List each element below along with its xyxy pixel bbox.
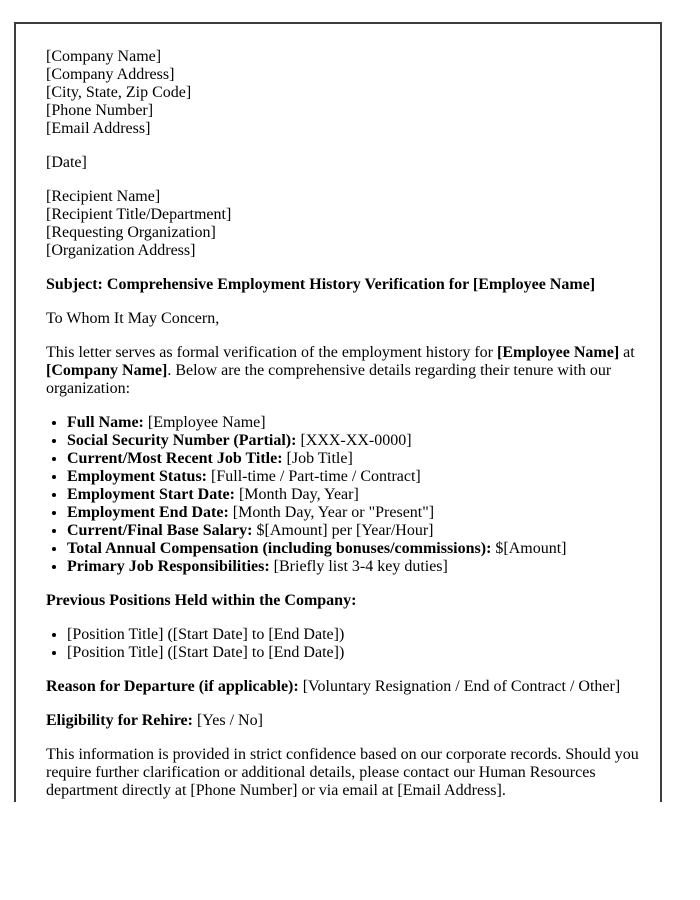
intro-employee-name: [Employee Name]: [496, 344, 620, 361]
sender-city-state-zip: [City, State, Zip Code]: [46, 84, 192, 101]
departure-value: [Voluntary Resignation / End of Contract / Other]: [302, 678, 621, 695]
letter-document: [14, 22, 662, 802]
rehire-label: Eligibility for Rehire:: [46, 712, 193, 729]
detail-label: Total Annual Compensation (including bonuses/commissions):: [67, 540, 492, 557]
detail-item-base-salary: [67, 522, 642, 540]
recipient-block: [46, 188, 642, 260]
detail-item-total-compensation: [67, 540, 642, 558]
detail-value: [Month Day, Year or "Present"]: [232, 504, 435, 521]
detail-value: [Briefly list 3-4 key duties]: [273, 558, 448, 575]
closing-paragraph: This information is provided in strict confidence based on our corporate records. Should you require further clarification or additional details, please contact our Human Resources department directly at [Phone Number] or via email at [Email Address].: [46, 746, 639, 799]
recipient-title-department: [Recipient Title/Department]: [46, 206, 232, 223]
detail-label: Social Security Number (Partial):: [67, 432, 297, 449]
date-line: [Date]: [46, 154, 87, 171]
recipient-name: [Recipient Name]: [46, 188, 161, 205]
detail-label: Current/Final Base Salary:: [67, 522, 253, 539]
detail-item-start-date: [67, 486, 642, 504]
detail-value: [XXX-XX-0000]: [300, 432, 412, 449]
previous-positions-list: [46, 626, 642, 662]
detail-label: Employment Start Date:: [67, 486, 235, 503]
detail-value: [Job Title]: [286, 450, 353, 467]
detail-value: [Full-time / Part-time / Contract]: [211, 468, 421, 485]
organization-address: [Organization Address]: [46, 242, 196, 259]
detail-value: $[Amount]: [495, 540, 567, 557]
intro-text-after: . Below are the comprehensive details regarding their tenure with our organization:: [46, 362, 612, 397]
sender-phone-number: [Phone Number]: [46, 102, 154, 119]
detail-item-employment-status: [67, 468, 642, 486]
sender-block: [46, 48, 642, 138]
sender-company-address: [Company Address]: [46, 66, 175, 83]
intro-text-middle: at: [623, 344, 635, 361]
detail-label: Current/Most Recent Job Title:: [67, 450, 283, 467]
sender-email-address: [Email Address]: [46, 120, 151, 137]
detail-label: Full Name:: [67, 414, 144, 431]
detail-item-job-responsibilities: [67, 558, 642, 576]
position-item: • [Position Title] ([Start Date] to [End Date]): [67, 626, 642, 644]
detail-label: Employment Status:: [67, 468, 208, 485]
detail-label: Employment End Date:: [67, 504, 229, 521]
intro-paragraph: [46, 344, 642, 398]
position-item: • [Position Title] ([Start Date] to [End Date]): [67, 644, 642, 662]
sender-company-name: [Company Name]: [46, 48, 162, 65]
detail-label: Primary Job Responsibilities:: [67, 558, 270, 575]
detail-item-full-name: [67, 414, 642, 432]
departure-line: [46, 678, 642, 696]
rehire-line: [46, 712, 642, 730]
requesting-organization: [Requesting Organization]: [46, 224, 216, 241]
salutation: To Whom It May Concern,: [46, 310, 220, 327]
intro-text-before: This letter serves as formal verification of the employment history for: [46, 344, 493, 361]
intro-company-name: [Company Name]: [46, 362, 168, 379]
previous-positions-heading: Previous Positions Held within the Company:: [46, 592, 357, 609]
detail-item-job-title: [67, 450, 642, 468]
detail-item-end-date: [67, 504, 642, 522]
rehire-value: [Yes / No]: [196, 712, 263, 729]
detail-value: [Employee Name]: [147, 414, 266, 431]
departure-label: Reason for Departure (if applicable):: [46, 678, 299, 695]
detail-value: $[Amount] per [Year/Hour]: [256, 522, 434, 539]
employment-details-list: [46, 414, 642, 576]
detail-item-ssn-partial: [67, 432, 642, 450]
detail-value: [Month Day, Year]: [238, 486, 359, 503]
subject-line: Subject: Comprehensive Employment History Verification for [Employee Name]: [46, 276, 596, 293]
